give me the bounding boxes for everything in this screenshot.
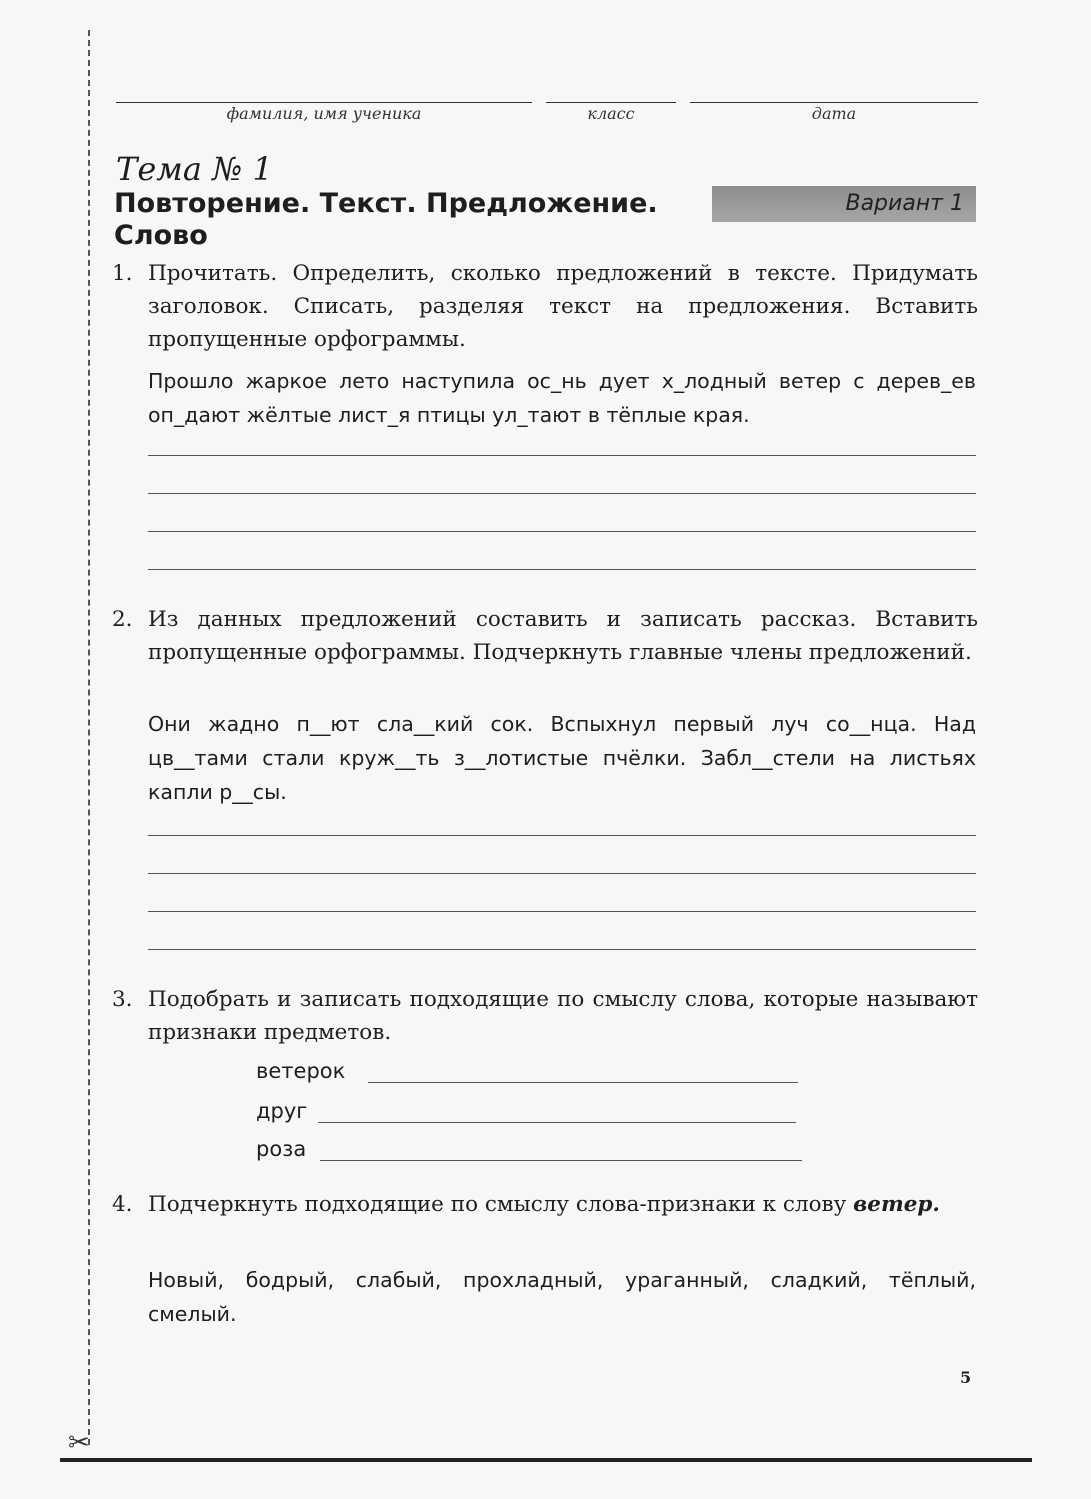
word-row <box>256 1059 801 1089</box>
page-title: Повторение. Текст. Предложение. Слово <box>114 188 658 251</box>
word-label: друг <box>256 1099 308 1123</box>
answer-line[interactable] <box>148 949 976 950</box>
answer-line[interactable] <box>148 911 976 912</box>
keyword: ветер. <box>853 1192 940 1217</box>
answer-line[interactable] <box>320 1160 802 1161</box>
task-4 <box>112 1188 978 1221</box>
task-instruction: Подчеркнуть подходящие по смыслу слова-признаки к слову <box>148 1192 847 1217</box>
task-number: 2. <box>112 607 133 632</box>
cut-line <box>88 30 90 1445</box>
answer-line[interactable] <box>318 1122 796 1123</box>
answer-line[interactable] <box>148 455 976 456</box>
word-row <box>256 1099 801 1129</box>
task-2 <box>112 603 978 669</box>
answer-line[interactable] <box>148 493 976 494</box>
date-label: дата <box>811 104 857 123</box>
exercise-text: Они жадно п__ют сла__кий сок. Вспыхнул первый луч со__нца. Над цв__тами стали круж__ть з__лотистые пчёлки. Забл__стели на листьях капли р__сы. <box>148 712 976 804</box>
answer-line[interactable] <box>368 1082 798 1083</box>
variant-badge: Вариант 1 <box>712 186 976 222</box>
class-field[interactable] <box>546 66 676 103</box>
word-label: роза <box>256 1137 307 1161</box>
task-instruction: Подобрать и записать подходящие по смыслу слова, которые называют признаки предметов. <box>148 987 978 1045</box>
word-row <box>256 1137 806 1167</box>
task-number: 3. <box>112 987 133 1012</box>
date-field[interactable] <box>690 66 978 103</box>
student-name-label: фамилия, имя ученика <box>226 104 422 123</box>
answer-line[interactable] <box>148 835 976 836</box>
bottom-rule <box>60 1458 1032 1462</box>
student-name-field[interactable] <box>116 66 532 103</box>
exercise-text: Прошло жаркое лето наступила ос_нь дует х_лодный ветер с дерев_ев оп_дают жёлтые лист_я птицы ул_тают в тёплые края. <box>148 369 976 427</box>
word-label: ветерок <box>256 1059 346 1083</box>
exercise-text: Новый, бодрый, слабый, прохладный, ураганный, сладкий, тёплый, смелый. <box>148 1268 976 1326</box>
class-label: класс <box>587 104 635 123</box>
task-number: 1. <box>112 261 133 286</box>
task-number: 4. <box>112 1192 133 1217</box>
answer-line[interactable] <box>148 531 976 532</box>
task-instruction-wrap <box>148 1188 978 1221</box>
scissors-icon: ✂ <box>68 1428 90 1458</box>
page-number: 5 <box>960 1368 972 1387</box>
task-instruction: Прочитать. Определить, сколько предложений в тексте. Придумать заголовок. Списать, разделяя текст на предложения. Вставить пропущенные орфограммы. <box>148 261 978 352</box>
task-3 <box>112 983 978 1049</box>
task-instruction: Из данных предложений составить и записать рассказ. Вставить пропущенные орфограммы. Подчеркнуть главные члены предложений. <box>148 607 978 665</box>
topic-heading: Тема № 1 <box>116 150 273 188</box>
task-1 <box>112 257 978 356</box>
answer-line[interactable] <box>148 873 976 874</box>
answer-line[interactable] <box>148 569 976 570</box>
